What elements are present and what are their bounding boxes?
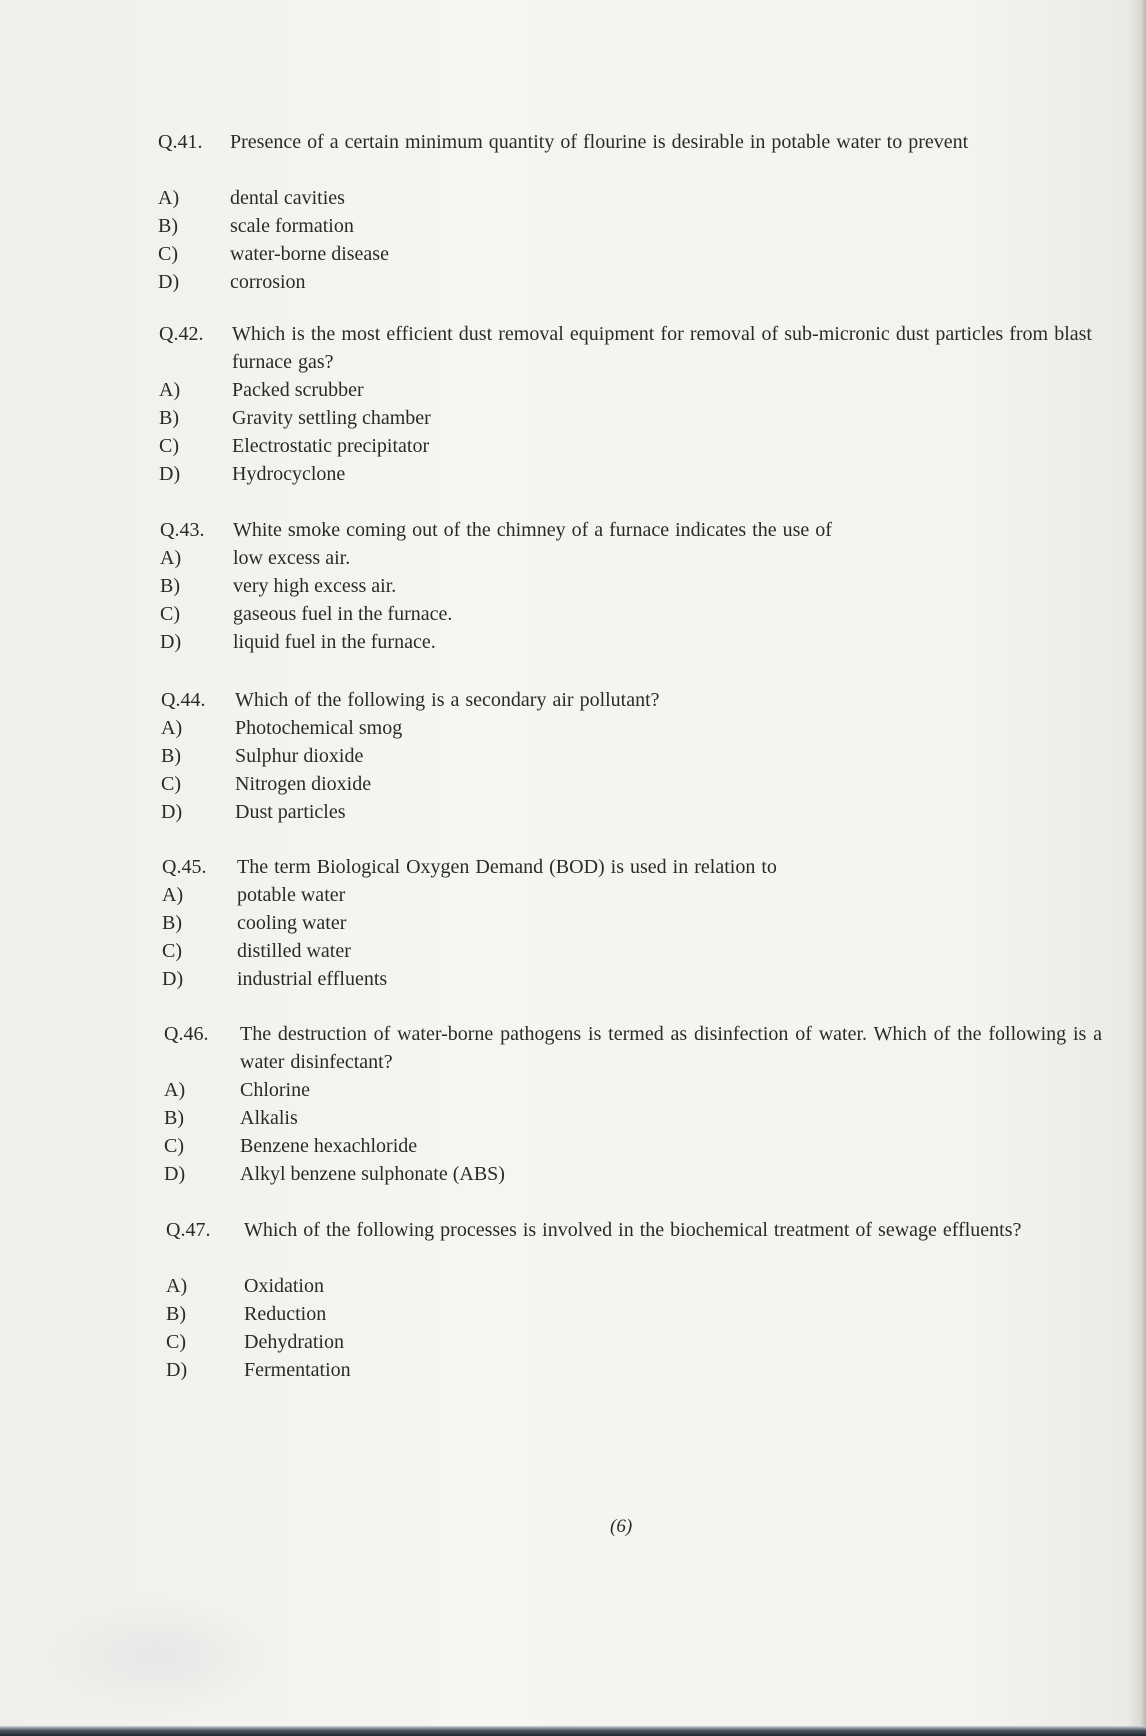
option-letter: C) xyxy=(166,1331,186,1353)
option-b xyxy=(158,212,1146,240)
option-letter: D) xyxy=(159,463,181,485)
question-46 xyxy=(164,1020,1146,1188)
option-d xyxy=(160,628,1146,656)
option-text: Oxidation xyxy=(244,1275,324,1297)
option-letter: C) xyxy=(158,243,178,265)
option-c xyxy=(158,240,1146,268)
option-letter: B) xyxy=(166,1303,186,1325)
option-letter: D) xyxy=(162,968,184,990)
option-text: Alkalis xyxy=(240,1107,298,1129)
question-number: Q.41. xyxy=(158,131,203,153)
option-d xyxy=(164,1160,1146,1188)
option-text: gaseous fuel in the furnace. xyxy=(233,603,453,625)
option-letter: B) xyxy=(161,745,181,767)
option-c xyxy=(166,1328,1146,1356)
option-d xyxy=(162,965,1146,993)
option-c xyxy=(160,600,1146,628)
question-text: Which of the following processes is involved in the biochemical treatment of sewage effluents? xyxy=(244,1219,1022,1241)
option-letter: B) xyxy=(164,1107,184,1129)
question-number: Q.43. xyxy=(160,519,205,541)
option-text: scale formation xyxy=(230,215,354,237)
question-text: White smoke coming out of the chimney of a furnace indicates the use of xyxy=(233,519,832,541)
option-c xyxy=(164,1132,1146,1160)
option-a xyxy=(161,714,1146,742)
question-43 xyxy=(160,516,1146,656)
option-text: potable water xyxy=(237,884,346,906)
option-b xyxy=(159,404,1146,432)
option-letter: D) xyxy=(160,631,182,653)
option-text: dental cavities xyxy=(230,187,345,209)
option-text: Sulphur dioxide xyxy=(235,745,364,767)
option-b xyxy=(166,1300,1146,1328)
option-text: Photochemical smog xyxy=(235,717,403,739)
option-b xyxy=(161,742,1146,770)
option-letter: C) xyxy=(160,603,180,625)
option-text: distilled water xyxy=(237,940,351,962)
option-text: Dehydration xyxy=(244,1331,344,1353)
option-text: Hydrocyclone xyxy=(232,463,346,485)
option-text: Dust particles xyxy=(235,801,346,823)
scan-smudge xyxy=(40,1596,280,1716)
option-c xyxy=(159,432,1146,460)
option-text: cooling water xyxy=(237,912,347,934)
option-a xyxy=(166,1272,1146,1300)
option-letter: D) xyxy=(164,1163,186,1185)
question-text: Presence of a certain minimum quantity of flourine is desirable in potable water to prevent xyxy=(230,131,969,153)
option-text: Alkyl benzene sulphonate (ABS) xyxy=(240,1163,505,1185)
option-letter: A) xyxy=(164,1079,186,1101)
option-letter: A) xyxy=(162,884,184,906)
option-letter: D) xyxy=(166,1359,188,1381)
question-text: The term Biological Oxygen Demand (BOD) is used in relation to xyxy=(237,856,777,878)
question-47 xyxy=(166,1216,1146,1384)
option-text: corrosion xyxy=(230,271,306,293)
option-letter: A) xyxy=(160,547,182,569)
option-letter: C) xyxy=(162,940,182,962)
option-letter: B) xyxy=(160,575,180,597)
question-number: Q.47. xyxy=(166,1219,211,1241)
option-letter: D) xyxy=(161,801,183,823)
option-d xyxy=(159,460,1146,488)
option-a xyxy=(160,544,1146,572)
option-a xyxy=(159,376,1146,404)
option-c xyxy=(162,937,1146,965)
question-number: Q.44. xyxy=(161,689,206,711)
question-text: The destruction of water-borne pathogens is termed as disinfection of water. Which of the following is a water disinfectant? xyxy=(240,1023,1102,1073)
scanner-bottom-bar xyxy=(0,1726,1146,1736)
option-letter: D) xyxy=(158,271,180,293)
option-b xyxy=(162,909,1146,937)
question-text: Which is the most efficient dust removal equipment for removal of sub-micronic dust particles from blast furnace gas? xyxy=(232,323,1092,373)
option-b xyxy=(160,572,1146,600)
option-text: Reduction xyxy=(244,1303,327,1325)
option-a xyxy=(158,184,1146,212)
question-41 xyxy=(158,128,1146,296)
option-text: Packed scrubber xyxy=(232,379,364,401)
option-letter: A) xyxy=(161,717,183,739)
option-a xyxy=(164,1076,1146,1104)
page-number: (6) xyxy=(610,1516,633,1537)
option-letter: B) xyxy=(159,407,179,429)
option-d xyxy=(161,798,1146,826)
option-letter: B) xyxy=(158,215,178,237)
option-text: very high excess air. xyxy=(233,575,397,597)
option-text: industrial effluents xyxy=(237,968,388,990)
question-44 xyxy=(161,686,1146,826)
option-text: Chlorine xyxy=(240,1079,310,1101)
option-letter: A) xyxy=(166,1275,188,1297)
option-letter: C) xyxy=(164,1135,184,1157)
option-letter: C) xyxy=(159,435,179,457)
question-text: Which of the following is a secondary air pollutant? xyxy=(235,689,660,711)
question-45 xyxy=(162,853,1146,993)
option-d xyxy=(166,1356,1146,1384)
option-text: Electrostatic precipitator xyxy=(232,435,430,457)
option-letter: A) xyxy=(159,379,181,401)
option-text: water-borne disease xyxy=(230,243,389,265)
option-c xyxy=(161,770,1146,798)
option-text: liquid fuel in the furnace. xyxy=(233,631,436,653)
option-text: Fermentation xyxy=(244,1359,351,1381)
question-number: Q.45. xyxy=(162,856,207,878)
option-text: low excess air. xyxy=(233,547,351,569)
option-letter: B) xyxy=(162,912,182,934)
option-d xyxy=(158,268,1146,296)
question-number: Q.46. xyxy=(164,1023,209,1045)
option-letter: A) xyxy=(158,187,180,209)
option-letter: C) xyxy=(161,773,181,795)
question-42 xyxy=(159,320,1146,488)
option-text: Gravity settling chamber xyxy=(232,407,431,429)
option-text: Nitrogen dioxide xyxy=(235,773,372,795)
question-number: Q.42. xyxy=(159,323,204,345)
option-a xyxy=(162,881,1146,909)
option-text: Benzene hexachloride xyxy=(240,1135,418,1157)
option-b xyxy=(164,1104,1146,1132)
